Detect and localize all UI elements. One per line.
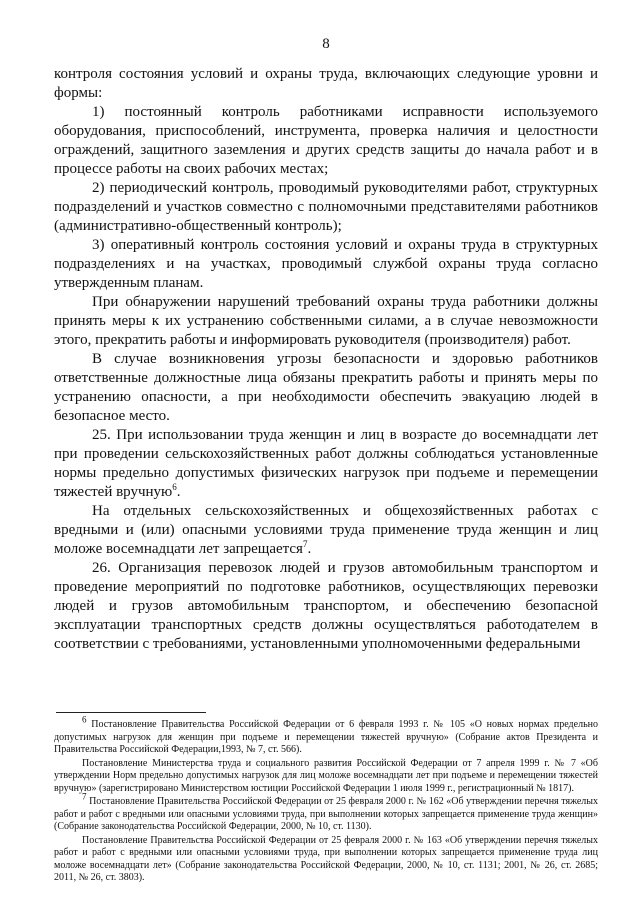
page-number: 8 <box>322 36 330 52</box>
footnote-mark-7: 7 <box>82 791 87 802</box>
footnote-6-continued <box>54 758 598 796</box>
footnote-7-continued-text: Постановление Правительства Российской Федерации от 25 февраля 2000 г. № 163 «Об утверждении перечня тяжелых работ и работ с вредными или опасными условиями труда, при выполнении которых запрещается применение труда лиц моложе восемнадцати лет» (Собрание законодательства Российской Федерации, 2000, № 10, ст. 1131; 2001, № 26, ст. 2685; 2011, № 26, ст. 3803). <box>54 834 598 883</box>
list-item-1: 1) постоянный контроль работниками исправности используемого оборудования, приспособлений, инструмента, проверка наличия и целостности ограждений, защитного заземления и других средств защиты до начала работ и в процессе работы на своих рабочих местах; <box>54 104 598 177</box>
footnotes <box>54 714 598 885</box>
paragraph-continuation: контроля состояния условий и охраны труда, включающих следующие уровни и формы: <box>54 66 598 101</box>
body-text <box>54 65 598 654</box>
footnote-7-text: Постановление Правительства Российской Федерации от 25 февраля 2000 г. № 162 «Об утверждении перечня тяжелых работ и работ с вредными или опасными условиями труда, при выполнении которых запрещается применение труда женщин» (Собрание законодательства Российской Федерации, 2000, № 10, ст. 1130). <box>54 796 598 832</box>
footnote-ref-7[interactable]: 7 <box>302 539 308 549</box>
footnote-7 <box>54 791 598 834</box>
footnote-mark-6: 6 <box>82 714 87 725</box>
footnote-7-continued <box>54 835 598 885</box>
list-item-2: 2) периодический контроль, проводимый руководителями работ, структурных подразделений и участков совместно с полномочными представителями работников (административно-общественный контроль); <box>54 180 598 234</box>
paragraph-25-prohibition-period: . <box>307 541 312 557</box>
paragraph-threat: В случае возникновения угрозы безопасности и здоровью работников ответственные должностные лица обязаны прекратить работы и принять меры по устранению опасности, а при необходимости обеспечить эвакуацию людей в безопасное место. <box>54 351 598 424</box>
footnote-ref-6[interactable]: 6 <box>172 482 177 492</box>
list-item-3: 3) оперативный контроль состояния условий и охраны труда в структурных подразделениях и на участках, проводимый службой охраны труда согласно утвержденным планам. <box>54 237 598 291</box>
paragraph-25 <box>54 426 598 502</box>
footnote-6-text: Постановление Правительства Российской Федерации от 6 февраля 1993 г. № 105 «О новых нормах предельно допустимых нагрузок для женщин при подъеме и перемещении тяжестей вручную» (Собрание актов Президента и Правительства Российской Федерации,1993, № 7, ст. 566). <box>54 719 598 755</box>
footnote-6-continued-text: Постановление Министерства труда и социального развития Российской Федерации от 7 апреля 1999 г. № 7 «Об утверждении Норм предельно допустимых нагрузок для лиц моложе восемнадцати лет при подъеме и перемещении тяжестей вручную» (зарегистрировано Министерством юстиции Российской Федерации 1 июля 1999 г., регистрационный № 1817). <box>54 757 598 794</box>
paragraph-25-prohibition-text: На отдельных сельскохозяйственных и общехозяйственных работах с вредными и (или) опасными условиями труда применение труда женщин и лиц моложе восемнадцати лет запрещается <box>54 503 598 557</box>
footnote-6 <box>54 714 598 757</box>
paragraph-26: 26. Организация перевозок людей и грузов автомобильным транспортом и проведение мероприятий по подготовке работников, осуществляющих перевозки людей и грузов автомобильным транспортом, и обеспечению безопасной эксплуатации транспортных средств должны осуществляться работодателем в соответствии с требованиями, установленными уполномоченными федеральными <box>54 560 598 652</box>
paragraph-25-period: . <box>176 484 181 500</box>
paragraph-violations: При обнаружении нарушений требований охраны труда работники должны принять меры к их устранению собственными силами, а в случае невозможности этого, прекратить работы и информировать руководителя (производителя) работ. <box>54 294 598 348</box>
paragraph-25-prohibition <box>54 502 598 559</box>
paragraph-25-text: 25. При использовании труда женщин и лиц в возрасте до восемнадцати лет при проведении сельскохозяйственных работ должны соблюдаться установленные нормы предельно допустимых физических нагрузок при подъеме и перемещении тяжестей вручную <box>54 427 598 500</box>
footnote-divider <box>56 712 206 713</box>
